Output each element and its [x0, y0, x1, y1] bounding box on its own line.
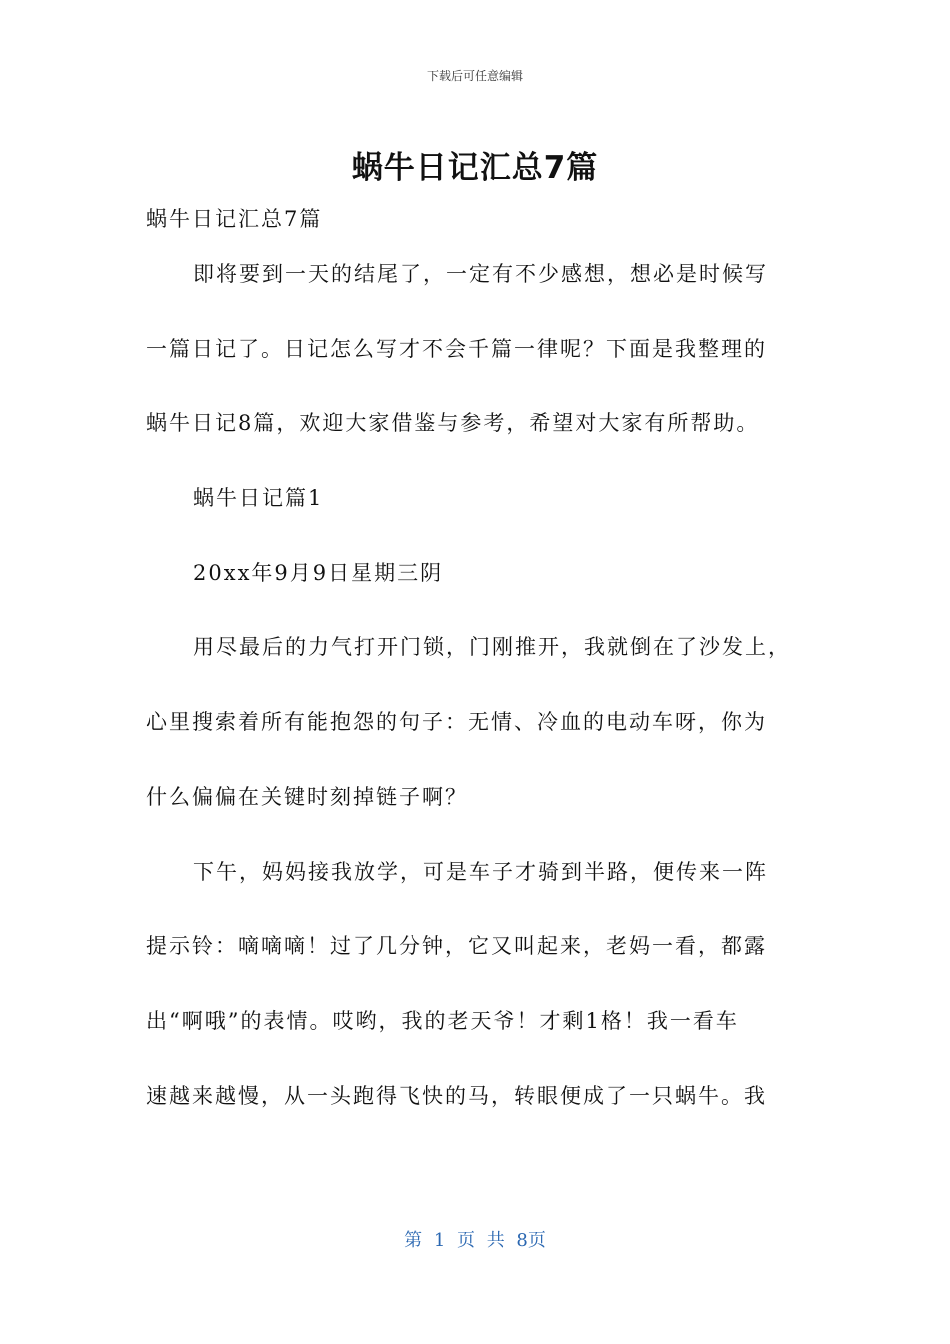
text-line: 下午，妈妈接我放学，可是车子才骑到半路，便传来一阵	[193, 859, 768, 884]
text-line: 速越来越慢，从一头跑得飞快的马，转眼便成了一只蜗牛。我	[146, 1083, 767, 1108]
text-line: 心里搜索着所有能抱怨的句子：无情、冷血的电动车呀，你为	[146, 710, 767, 735]
page-footer-pagination: 第 1 页 共 8页	[404, 1230, 546, 1251]
page-header-note: 下载后可任意编辑	[426, 69, 523, 83]
text-line: 用尽最后的力气打开门锁，门刚推开，我就倒在了沙发上，	[193, 635, 791, 660]
subtitle-line: 蜗牛日记汇总7篇	[146, 207, 323, 231]
text-line: 出“啊哦”的表情。哎哟，我的老天爷！才剩1格！我一看车	[146, 1008, 739, 1033]
text-line: 提示铃：嘀嘀嘀！过了几分钟，它又叫起来，老妈一看，都露	[146, 934, 767, 959]
document-body	[146, 196, 806, 1147]
text-line: 即将要到一天的结尾了，一定有不少感想，想必是时候写	[193, 262, 768, 286]
text-line: 一篇日记了。日记怎么写才不会千篇一律呢？下面是我整理的	[146, 336, 767, 361]
section-heading: 蜗牛日记篇1	[193, 486, 324, 511]
text-line: 什么偏偏在关键时刻掉链子啊？	[146, 784, 468, 809]
document-title: 蜗牛日记汇总7篇	[351, 150, 599, 186]
date-line: 20xx年9月9日星期三阴	[193, 560, 444, 585]
text-line: 蜗牛日记8篇，欢迎大家借鉴与参考，希望对大家有所帮助。	[146, 411, 760, 436]
